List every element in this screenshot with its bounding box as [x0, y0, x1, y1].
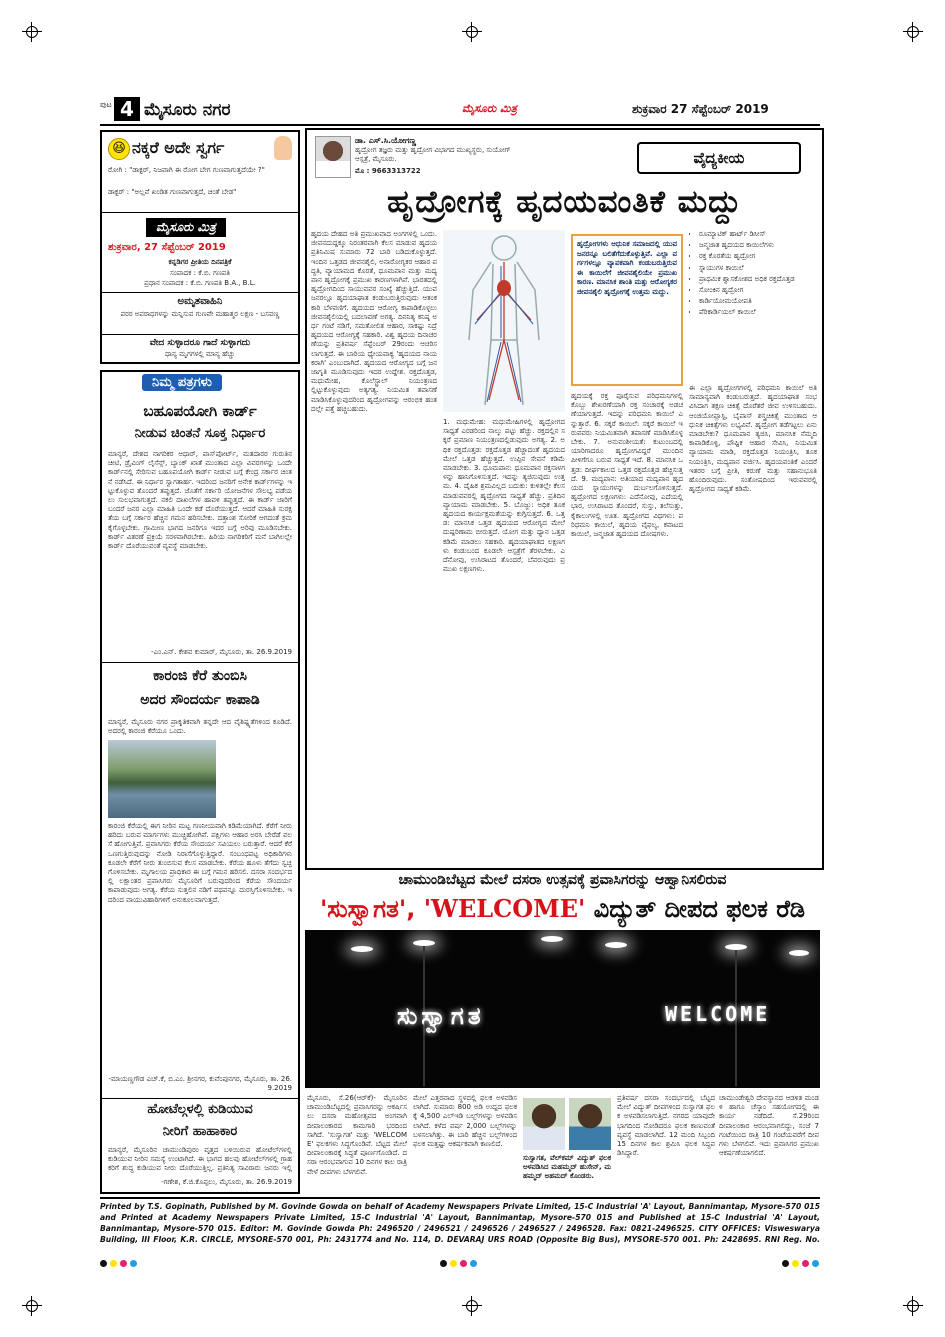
- color-dots: [782, 1252, 822, 1271]
- proverb: ವೇದ ಸುಳ್ಳಾದರೂ ಗಾದೆ ಸುಳ್ಳಾಗದು: [149, 338, 251, 348]
- page-number: 4: [114, 97, 140, 121]
- imprint: Printed by T.S. Gopinath, Published by M. Govinde Gowda on behalf of Academy Newspapers Private Limited, 15-C Industrial 'A' Layout, Bannimantap, Mysore-570 015 and Printed at Academy Newspapers Private Limited, 15-C Industrial 'A' Layout, Bannimantap, Mysore-570 015 and Published at 15-C Industrial 'A' Layout, Bannimantap, Mysore-570 015. Editor: M. Govinde Gowda Ph: 2496520 / 2496521 / 2496526 / 2496527 / 2496528. Fax: 0821-2496525. CITY OFFICES: Visweswarya Building, III Floor, K.R. CIRCLE, MYSORE-570 001, Ph: 2431774 and No. 114, D. DEVARAJ URS ROAD (Opposite Big Bus), MYSORE-570 001. Ph: 2428695. RNI Reg. No.: [100, 1202, 820, 1244]
- anatomy-illustration: [443, 230, 565, 412]
- amrutha-text: ಪರರ ಅಪರಾಧಗಳನ್ನು ಮನ್ನಿಸುವ ಗುಣವೇ ಮಹಾತ್ಮರ ಲಕ್ಷಣ - ಬಸವಣ್ಣ: [120, 310, 280, 318]
- proverb-sub: ಧಾನ್ಯ ಮೃಗಗಳಲ್ಲಿ ಮಾನ್ಯ ಹೆಚ್ಚು: [165, 350, 235, 358]
- headline-red-en: 'WELCOME': [423, 894, 586, 923]
- joke-box: [100, 130, 300, 364]
- health-col2: 1. ಮಧುಮೇಹ: ಮಧುಮೇಹಿಗಳಲ್ಲಿ ಹೃದ್ರೋಗದ ಸಾಧ್ಯತೆ ಎರಡರಿಂದ ನಾಲ್ಕು ಪಟ್ಟು ಹೆಚ್ಚು. ರಕ್ತದಲ್ಲಿನ ಸಕ್ಕರೆ ಪ್ರಮಾಣ ನಿಯಂತ್ರಣದಲ್ಲಿಡುವುದು ಅಗತ್ಯ. 2. ಅಧಿಕ ರಕ್ತದೊತ್ತಡ: ರಕ್ತದೊತ್ತಡ ಹೆಚ್ಚಾದಂತೆ ಹೃದಯದ ಮೇಲೆ ಒತ್ತಡ ಹೆಚ್ಚುತ್ತದೆ. ಉಪ್ಪಿನ ಸೇವನೆ ಕಡಿಮೆ ಮಾಡಬೇಕು. 3. ಧೂಮಪಾನ: ಧೂಮಪಾನ ರಕ್ತನಾಳಗಳನ್ನು ಹಾನಿಗೊಳಿಸುತ್ತದೆ. ಇದನ್ನು ತ್ಯಜಿಸುವುದು ಉತ್ತಮ. 4. ದೈಹಿಕ ಶ್ರಮವಿಲ್ಲದ ಬದುಕು: ಕುಳಿತಲ್ಲೇ ಕೆಲಸ ಮಾಡುವವರಲ್ಲಿ ಹೃದ್ರೋಗದ ಸಾಧ್ಯತೆ ಹೆಚ್ಚು. ಪ್ರತಿದಿನ ವ್ಯಾಯಾಮ ಮಾಡಬೇಕು. 5. ಬೊಜ್ಜು: ಅಧಿಕ ತೂಕ ಹೃದಯದ ಕಾರ್ಯಕ್ಷಮತೆಯನ್ನು ಕುಗ್ಗಿಸುತ್ತದೆ. 6. ಒತ್ತಡ: ಮಾನಸಿಕ ಒತ್ತಡ ಹೃದಯದ ಆರೋಗ್ಯದ ಮೇಲೆ ದುಷ್ಪರಿಣಾಮ ಬೀರುತ್ತದೆ. ಯೋಗ ಮತ್ತು ಧ್ಯಾನ ಒತ್ತಡ ಕಡಿಮೆ ಮಾಡಲು ಸಹಕಾರಿ. ಹೃದಯಾಘಾತದ ಲಕ್ಷಣಗಳು ಕಂಡುಬಂದ ಕೂಡಲೇ ಆಸ್ಪತ್ರೆಗೆ ತೆರಳಬೇಕು. ಎದೆನೋವು, ಉಸಿರಾಟದ ತೊಂದರೆ, ಬೆವರುವುದು ಪ್ರಮುಖ ಲಕ್ಷಣಗಳು.: [443, 418, 565, 574]
- header-rule: [100, 124, 820, 126]
- joke-line: ರೋಗಿ : "ಡಾಕ್ಟರ್, ನಿಜವಾಗಿ ಈ ರೋಗ ಬೇಗ ಗುಣವಾಗುತ್ತದೆಯೇ ?": [108, 166, 265, 174]
- divider: [102, 334, 298, 335]
- registration-mark: [462, 1296, 482, 1316]
- color-dots: [440, 1252, 480, 1271]
- list-item: • ಪೆರಿಕಾರ್ಡಿಯಲ್ ಕಾಯಿಲೆ: [699, 308, 817, 317]
- health-col4-body: ಈ ಎಲ್ಲಾ ಹೃದ್ರೋಗಗಳಲ್ಲಿ ಪರಿಧಮನಿ ಕಾಯಿಲೆ ಅತಿ ಸಾಮಾನ್ಯವಾಗಿ ಕಂಡುಬರುತ್ತದೆ. ಹೃದಯಾಘಾತ ಸಂಭವಿಸಿದಾಗ ತಕ್ಷಣ ಚಿಕಿತ್ಸೆ ದೊರೆತರೆ ಜೀವ ಉಳಿಸಬಹುದು. ಆಂಜಿಯೋಪ್ಲಾಸ್ಟಿ, ಬೈಪಾಸ್ ಶಸ್ತ್ರಚಿಕಿತ್ಸೆ ಮುಂತಾದ ಆಧುನಿಕ ಚಿಕಿತ್ಸೆಗಳು ಲಭ್ಯವಿವೆ. ಹೃದ್ರೋಗ ತಡೆಗಟ್ಟಲು ಏನು ಮಾಡಬೇಕು? ಧೂಮಪಾನ ತ್ಯಜಿಸಿ, ಮಾನಸಿಕ ನೆಮ್ಮದಿ ಕಾಪಾಡಿಕೊಳ್ಳಿ, ಪೌಷ್ಟಿಕ ಆಹಾರ ಸೇವಿಸಿ, ನಿಯಮಿತ ವ್ಯಾಯಾಮ ಮಾಡಿ, ರಕ್ತದೊತ್ತಡ ನಿಯಂತ್ರಿಸಿ, ತೂಕ ನಿಯಂತ್ರಿಸಿ, ಮದ್ಯಪಾನ ವರ್ಜಿಸಿ. ಹೃದಯವಂತಿಕೆ ಎಂದರೆ ಇತರರ ಬಗ್ಗೆ ಪ್ರೀತಿ, ಕರುಣೆ ಮತ್ತು ಸಹಾನುಭೂತಿ ಹೊಂದಿರುವುದು. ಸಂತೋಷದಿಂದ ಇರುವವರಲ್ಲಿ ಹೃದ್ರೋಗದ ಸಾಧ್ಯತೆ ಕಡಿಮೆ.: [689, 384, 817, 494]
- letter3-headline: ಹೋಟೆಲ್ಗಳಲ್ಲಿ ಕುಡಿಯುವ: [147, 1102, 253, 1117]
- registration-mark: [22, 22, 42, 42]
- amrutha-title: ಅಮೃತವಾಹಿನಿ: [177, 296, 223, 307]
- worker-photo: [569, 1098, 611, 1150]
- health-headline: ಹೃದ್ರೋಗಕ್ಕೆ ಹೃದಯವಂತಿಕೆ ಮದ್ದು: [387, 184, 742, 220]
- author-phone: ಮೊ : 9663313722: [355, 167, 421, 175]
- list-item: • ಸೋಂಕಿನ ಹೃದ್ರೋಗ: [699, 286, 817, 295]
- dasara-body2: ಮೇಲೆ ಎತ್ತರವಾದ ಸ್ಥಳದಲ್ಲಿ ಫಲಕ ಅಳವಡಿಸಲಾಗಿದೆ. ಸುಮಾರು 800 ಅಡಿ ಉದ್ದದ ಫಲಕಕ್ಕೆ 4,500 ಎಲ್‌ಇಡಿ ಬಲ್ಬ್‌ಗಳನ್ನು ಅಳವಡಿಸಲಾಗಿದೆ. ಕಳೆದ ವರ್ಷ 2,000 ಬಲ್ಬ್‌ಗಳನ್ನು ಬಳಸಲಾಗಿತ್ತು. ಈ ಬಾರಿ ಹೆಚ್ಚಿನ ಬಲ್ಬ್‌ಗಳಿಂದ ಫಲಕ ಮತ್ತಷ್ಟು ಆಕರ್ಷಕವಾಗಿ ಕಾಣಲಿದೆ.: [413, 1094, 517, 1149]
- color-dots: [100, 1252, 140, 1271]
- letter2-intro: ಮಾನ್ಯರೆ, ಮೈಸೂರು ನಗರ ಪ್ರಾಕೃತಿಕವಾಗಿ ತನ್ನದೇ ಆದ ವೈಶಿಷ್ಟ್ಯತೆಗಳಿಂದ ಕೂಡಿದೆ. ಅದರಲ್ಲಿ ಕಾರಂಜಿ ಕೆರೆಯೂ ಒಂದು.: [108, 718, 292, 736]
- dasara-article: [305, 872, 820, 1190]
- paper-line: ಪ್ರಧಾನ ಸಂಪಾದಕ : ಕೆ.ಬಿ. ಗಣಪತಿ B.A., B.L.: [144, 279, 256, 287]
- letters-banner: ನಿಮ್ಮ ಪತ್ರಗಳು: [142, 374, 222, 391]
- dasara-body3: ಪ್ರತಿವರ್ಷ ದಸರಾ ಸಂದರ್ಭದಲ್ಲಿ ಬೆಟ್ಟದ ಮೇಲೆ ವಿದ್ಯುತ್ ದೀಪಗಳಿಂದ ಸುಸ್ವಾಗತ ಫಲಕ ಅಳವಡಿಸಲಾಗುತ್ತಿದೆ. ನಗರದ ಯಾವುದೇ ಭಾಗದಿಂದ ನೋಡಿದರೂ ಫಲಕ ಕಾಣುವಂತೆ ವ್ಯವಸ್ಥೆ ಮಾಡಲಾಗಿದೆ. 12 ಮಂದಿ ಸಿಬ್ಬಂದಿ 15 ದಿನಗಳ ಕಾಲ ಶ್ರಮಿಸಿ ಫಲಕ ಸಿದ್ಧಪಡಿಸಿದ್ದಾರೆ.: [617, 1094, 715, 1158]
- registration-mark: [462, 22, 482, 42]
- paper-line: ಕನ್ನಡಿಗರ ಪ್ರೀತಿಯ ದಿನಪತ್ರಿಕೆ: [168, 258, 232, 266]
- sign-text-kannada: ಸುಸ್ವಾಗತ: [397, 1002, 485, 1030]
- letter2-body: ಕಾರಂಜಿ ಕೆರೆಯಲ್ಲಿ ಈಗ ನೀರಿನ ಮಟ್ಟ ಗಣನೀಯವಾಗಿ ಕಡಿಮೆಯಾಗಿದೆ. ಕೆರೆಗೆ ನೀರು ಹರಿದು ಬರುವ ಮಾರ್ಗಗಳು ಮುಚ್ಚಿಹೋಗಿವೆ. ಪಕ್ಷಿಗಳು ಆಹಾರ ಅರಸಿ ಬೇರೆಡೆ ವಲಸೆ ಹೋಗುತ್ತಿವೆ. ಪ್ರವಾಸಿಗರು ಕೆರೆಯ ಸೌಂದರ್ಯ ಸವಿಯಲು ಬರುತ್ತಾರೆ. ಆದರೆ ಕೆರೆ ಒಣಗುತ್ತಿರುವುದನ್ನು ನೋಡಿ ನಿರಾಸೆಗೊಳ್ಳುತ್ತಿದ್ದಾರೆ. ಸಂಬಂಧಪಟ್ಟ ಅಧಿಕಾರಿಗಳು ಕೂಡಲೇ ಕೆರೆಗೆ ನೀರು ತುಂಬಿಸುವ ಕೆಲಸ ಮಾಡಬೇಕು. ಕೆರೆಯ ಹೂಳು ತೆಗೆದು ಸ್ವಚ್ಛಗೊಳಿಸಬೇಕು. ಮೃಗಾಲಯ ಪ್ರಾಧಿಕಾರ ಈ ಬಗ್ಗೆ ಗಮನ ಹರಿಸಲಿ. ದಸರಾ ಸಂದರ್ಭದಲ್ಲಿ ಲಕ್ಷಾಂತರ ಪ್ರವಾಸಿಗರು ಮೈಸೂರಿಗೆ ಬರುವುದರಿಂದ ಕೆರೆಯ ಸೌಂದರ್ಯ ಕಾಪಾಡುವುದು ಅಗತ್ಯ. ಕೆರೆಯ ಸುತ್ತಲಿನ ನಡಿಗೆ ಪಥವನ್ನೂ ದುರಸ್ತಿಗೊಳಿಸಬೇಕು. ಇದರಿಂದ ವಾಯುವಿಹಾರಿಗಳಿಗೆ ಅನುಕೂಲವಾಗುತ್ತದೆ.: [108, 822, 292, 904]
- author-desc: ಹೃದ್ರೋಗ ತಜ್ಞರು ಮತ್ತು ಹೃದ್ರೋಗ ವಿಭಾಗದ ಮುಖ್ಯಸ್ಥರು, ಸುಯೋಗ್ ಆಸ್ಪತ್ರೆ, ಮೈಸೂರು.: [355, 146, 511, 164]
- paper-date: ಶುಕ್ರವಾರ, 27 ಸೆಪ್ಟೆಂಬರ್ 2019: [108, 242, 226, 253]
- health-col1: ಹೃದಯ ದೇಹದ ಅತಿ ಪ್ರಮುಖವಾದ ಅಂಗಗಳಲ್ಲಿ ಒಂದು. ಜೀವನದುದ್ದಕ್ಕೂ ನಿರಂತರವಾಗಿ ಕೆಲಸ ಮಾಡುವ ಹೃದಯ ಪ್ರತಿನಿಮಿಷ ಸುಮಾರು 72 ಬಾರಿ ಬಡಿದುಕೊಳ್ಳುತ್ತದೆ. ಇಂದಿನ ಒತ್ತಡದ ಜೀವನಶೈಲಿ, ಅನಾರೋಗ್ಯಕರ ಆಹಾರ ಪದ್ಧತಿ, ವ್ಯಾಯಾಮದ ಕೊರತೆ, ಧೂಮಪಾನ ಮತ್ತು ಮದ್ಯಪಾನ ಹೃದ್ರೋಗಕ್ಕೆ ಪ್ರಮುಖ ಕಾರಣಗಳಾಗಿವೆ. ಭಾರತದಲ್ಲಿ ಹೃದ್ರೋಗದಿಂದ ಸಾಯುವವರ ಸಂಖ್ಯೆ ಹೆಚ್ಚುತ್ತಿದೆ. ಯುವಜನರಲ್ಲೂ ಹೃದಯಾಘಾತ ಕಂಡುಬರುತ್ತಿರುವುದು ಆತಂಕಕಾರಿ ಬೆಳವಣಿಗೆ. ಹೃದಯದ ಆರೋಗ್ಯ ಕಾಪಾಡಿಕೊಳ್ಳಲು ಜೀವನಶೈಲಿಯಲ್ಲಿ ಬದಲಾವಣೆ ಅಗತ್ಯ. ದಿನನಿತ್ಯ ಕನಿಷ್ಠ ಅರ್ಧ ಗಂಟೆ ನಡಿಗೆ, ಸಮತೋಲಿತ ಆಹಾರ, ಸಾಕಷ್ಟು ನಿದ್ರೆ ಹೃದಯದ ಆರೋಗ್ಯಕ್ಕೆ ಸಹಕಾರಿ. ವಿಶ್ವ ಹೃದಯ ದಿನಾಚರಣೆಯನ್ನು ಪ್ರತಿವರ್ಷ ಸೆಪ್ಟೆಂಬರ್ 29ರಂದು ಆಚರಿಸಲಾಗುತ್ತದೆ. ಈ ಬಾರಿಯ ಧ್ಯೇಯವಾಕ್ಯ 'ಹೃದಯದ ನಾಯಕರಾಗಿ' ಎಂಬುದಾಗಿದೆ. ಹೃದಯದ ಆರೋಗ್ಯದ ಬಗ್ಗೆ ಜನಜಾಗೃತಿ ಮೂಡಿಸುವುದು ಇದರ ಉದ್ದೇಶ. ರಕ್ತದೊತ್ತಡ, ಮಧುಮೇಹ, ಕೊಲೆಸ್ಟ್ರಾಲ್ ನಿಯಂತ್ರಣದಲ್ಲಿಟ್ಟುಕೊಳ್ಳುವುದು ಅತ್ಯಗತ್ಯ. ನಿಯಮಿತ ತಪಾಸಣೆ ಮಾಡಿಸಿಕೊಳ್ಳುವುದರಿಂದ ಹೃದ್ರೋಗವನ್ನು ಆರಂಭಿಕ ಹಂತದಲ್ಲೇ ಪತ್ತೆ ಹಚ್ಚಬಹುದು.: [311, 230, 437, 413]
- list-item: • ಜನ್ಮಜಾತ ಹೃದಯದ ಕಾಯಿಲೆಗಳು: [699, 241, 817, 250]
- dasara-body4: ಚಾಮುಂಡೇಶ್ವರಿ ದೇವಸ್ಥಾನದ ಆಡಳಿತ ಮಂಡಳಿ ಹಾಗೂ ಚೆಸ್ಕಾಂ ಸಹಯೋಗದಲ್ಲಿ ಈ ಕಾರ್ಯ ನಡೆದಿದೆ. ಸೆ.29ರಿಂದ ದೀಪಾಲಂಕಾರ ಆರಂಭವಾಗಲಿದ್ದು, ಸಂಜೆ 7 ಗಂಟೆಯಿಂದ ರಾತ್ರಿ 10 ಗಂಟೆಯವರೆಗೆ ದೀಪಗಳು ಬೆಳಗಲಿವೆ. ಇದು ಪ್ರವಾಸಿಗರ ಪ್ರಮುಖ ಆಕರ್ಷಣೆಯಾಗಲಿದೆ.: [719, 1094, 819, 1158]
- lamp-icon: [351, 946, 373, 952]
- letter3-headline: ನೀರಿಗೆ ಹಾಹಾಕಾರ: [162, 1124, 238, 1139]
- letter1-sign: -ಎಂ.ಎನ್. ಕೇಶವ ಕುಮಾರ್, ಮೈಸೂರು, ತಾ. 26.9.2019: [151, 648, 292, 656]
- letter2-sign: -ಮಾಯಣ್ಣಗೌಡ ಎಚ್.ಕೆ, ಬಿ.ಎಂ. ಶ್ರೀನಗರ, ಕುವೆಂಪುನಗರ, ಮೈಸೂರು, ತಾ. 26.9.2019: [108, 1075, 292, 1093]
- author-photo: [315, 136, 351, 178]
- health-callout: [571, 234, 683, 386]
- divider: [102, 1098, 298, 1099]
- welcome-sign-photo: [305, 930, 820, 1088]
- joke-title: ನಕ್ಕರೆ ಅದೇ ಸ್ವರ್ಗ: [132, 138, 225, 157]
- letter1-body: ಮಾನ್ಯರೆ, ದೇಶದ ನಾಗರಿಕರ ಆಧಾರ್, ಪಾಸ್‌ಪೋರ್ಟ್, ಮತದಾರರ ಗುರುತಿನ ಚೀಟಿ, ಡ್ರೈವಿಂಗ್ ಲೈಸೆನ್ಸ್, ಬ್ಯಾಂಕ್ ಖಾತೆ ಮುಂತಾದ ಎಲ್ಲಾ ವಿವರಗಳನ್ನು ಒಂದೇ ಕಾರ್ಡ್‌ನಲ್ಲಿ ಸೇರಿಸುವ ಬಹೂಪಯೋಗಿ ಕಾರ್ಡ್ ನೀಡುವ ಬಗ್ಗೆ ಕೇಂದ್ರ ಸರ್ಕಾರ ಚಿಂತನೆ ನಡೆಸಿದೆ. ಈ ನಿರ್ಧಾರ ಸ್ವಾಗತಾರ್ಹ. ಇದರಿಂದ ಜನರಿಗೆ ಅನೇಕ ಕಾರ್ಡ್‌ಗಳನ್ನು ಇಟ್ಟುಕೊಳ್ಳುವ ತೊಂದರೆ ತಪ್ಪುತ್ತದೆ. ಜೊತೆಗೆ ಸರ್ಕಾರಿ ಯೋಜನೆಗಳ ಸೌಲಭ್ಯ ಪಡೆಯಲು ಸುಲಭವಾಗುತ್ತದೆ. ನಕಲಿ ದಾಖಲೆಗಳ ಹಾವಳಿ ತಪ್ಪುತ್ತದೆ. ಈ ಕಾರ್ಡ್ ಜಾರಿಗೆ ಬಂದರೆ ಜನರ ಎಲ್ಲಾ ಮಾಹಿತಿ ಒಂದೇ ಕಡೆ ದೊರೆಯುತ್ತದೆ. ಆದರೆ ಮಾಹಿತಿ ಸುರಕ್ಷತೆಯ ಬಗ್ಗೆ ಸರ್ಕಾರ ಹೆಚ್ಚಿನ ಗಮನ ಹರಿಸಬೇಕು. ದತ್ತಾಂಶ ಸೋರಿಕೆ ಆಗದಂತೆ ಕ್ರಮ ಕೈಗೊಳ್ಳಬೇಕು. ಗ್ರಾಮೀಣ ಭಾಗದ ಜನರಿಗೂ ಇದರ ಬಗ್ಗೆ ಅರಿವು ಮೂಡಿಸಬೇಕು. ಕಾರ್ಡ್ ವಿತರಣೆ ಪ್ರಕ್ರಿಯೆ ಸರಳವಾಗಿರಬೇಕು. ಹಿರಿಯ ನಾಗರಿಕರಿಗೆ ಮನೆ ಬಾಗಿಲಲ್ಲೇ ಕಾರ್ಡ್ ದೊರೆಯುವಂತೆ ವ್ಯವಸ್ಥೆ ಮಾಡಬೇಕು.: [108, 450, 292, 551]
- heart-disease-list: [689, 230, 817, 380]
- section-title: ಮೈಸೂರು ನಗರ: [144, 100, 231, 120]
- health-col3: ಹೃದಯಕ್ಕೆ ರಕ್ತ ಪೂರೈಸುವ ಪರಿಧಮನಿಗಳಲ್ಲಿ ಕೊಬ್ಬು ಶೇಖರಣೆಯಾಗಿ ರಕ್ತ ಸಂಚಾರಕ್ಕೆ ಅಡಚಣೆಯಾಗುತ್ತದೆ. ಇದನ್ನು ಪರಿಧಮನಿ ಕಾಯಿಲೆ ಎನ್ನುತ್ತಾರೆ. 6. ಸಕ್ಕರೆ ಕಾಯಿಲೆ: ಸಕ್ಕರೆ ಕಾಯಿಲೆ ಇರುವವರು ನಿಯಮಿತವಾಗಿ ತಪಾಸಣೆ ಮಾಡಿಸಿಕೊಳ್ಳಬೇಕು. 7. ಅನುವಂಶೀಯತೆ: ಕುಟುಂಬದಲ್ಲಿ ಯಾರಿಗಾದರೂ ಹೃದ್ರೋಗವಿದ್ದರೆ ಮುಂದಿನ ಪೀಳಿಗೆಗೂ ಬರುವ ಸಾಧ್ಯತೆ ಇದೆ. 8. ಮಾನಸಿಕ ಒತ್ತಡ: ದೀರ್ಘಕಾಲದ ಒತ್ತಡ ರಕ್ತದೊತ್ತಡ ಹೆಚ್ಚಿಸುತ್ತದೆ. 9. ಮದ್ಯಪಾನ: ಅತಿಯಾದ ಮದ್ಯಪಾನ ಹೃದಯದ ಸ್ನಾಯುಗಳನ್ನು ದುರ್ಬಲಗೊಳಿಸುತ್ತದೆ. ಹೃದ್ರೋಗದ ಲಕ್ಷಣಗಳು: ಎದೆನೋವು, ಎದೆಯಲ್ಲಿ ಭಾರ, ಉಸಿರಾಟದ ತೊಂದರೆ, ಸುಸ್ತು, ತಲೆಸುತ್ತು, ಕೈಕಾಲುಗಳಲ್ಲಿ ಊತ. ಹೃದ್ರೋಗದ ವಿಧಗಳು: ಪರಿಧಮನಿ ಕಾಯಿಲೆ, ಹೃದಯ ವೈಫಲ್ಯ, ಕವಾಟದ ಕಾಯಿಲೆ, ಜನ್ಮಜಾತ ಹೃದಯದ ದೋಷಗಳು.: [571, 392, 683, 539]
- issue-date: ಶುಕ್ರವಾರ 27 ಸೆಪ್ಟೆಂಬರ್ 2019: [632, 102, 769, 116]
- dasara-headline: [305, 894, 820, 923]
- cartoon-icon: [274, 136, 292, 160]
- worker-photo: [523, 1098, 565, 1150]
- paper-line: ಸಂಪಾದಕ : ಕೆ.ಬಿ. ಗಣಪತಿ: [169, 269, 230, 277]
- lamp-icon: [541, 936, 563, 942]
- divider: [102, 292, 298, 293]
- lake-photo: [108, 740, 216, 818]
- letter3-body: ಮಾನ್ಯರೆ, ಮೈಸೂರಿನ ಚಾಮುಂಡಿಪುರಂ ವೃತ್ತದ ಬಳಿಯಿರುವ ಹೋಟೆಲ್‌ಗಳಲ್ಲಿ ಕುಡಿಯುವ ನೀರಿನ ಸಮಸ್ಯೆ ಉಂಟಾಗಿದೆ. ಈ ಭಾಗದ ಹಲವು ಹೋಟೆಲ್‌ಗಳಲ್ಲಿ ಗ್ರಾಹಕರಿಗೆ ಶುದ್ಧ ಕುಡಿಯುವ ನೀರು ದೊರೆಯುತ್ತಿಲ್ಲ. ಪ್ರತಿನಿತ್ಯ ಸಾವಿರಾರು ಜನರು ಇಲ್ಲಿ: [108, 1146, 292, 1173]
- divider: [102, 212, 298, 213]
- list-item: • ಕಾರ್ಡಿಯೋಮಯೋಪತಿ: [699, 297, 817, 306]
- letter3-sign: -ಗಣೇಶ, ಕೆ.ಜಿ.ಕೊಪ್ಪಲು, ಮೈಸೂರು, ತಾ. 26.9.2019: [161, 1178, 292, 1186]
- footer-rule: [100, 1197, 820, 1199]
- page-label: ಪುಟ: [100, 100, 112, 109]
- headline-red: 'ಸುಸ್ವಾಗತ',: [319, 895, 424, 923]
- health-article: [305, 128, 824, 870]
- paper-name-logo: ಮೈಸೂರು ಮಿತ್ರ: [146, 218, 226, 237]
- letter2-headline: ಅದರ ಸೌಂದರ್ಯ ಕಾಪಾಡಿ: [140, 692, 260, 708]
- masthead: ಮೈಸೂರು ಮಿತ್ರ: [462, 102, 517, 115]
- health-col4: [689, 230, 817, 862]
- list-item: • ರಕ್ತ ಕೊರತೆಯ ಹೃದ್ರೋಗ: [699, 252, 817, 261]
- registration-mark: [903, 22, 923, 42]
- dasara-body1: ಮೈಸೂರು, ಸೆ.26(ಆರ್‌ಕೆ)- ಮೈಸೂರಿನ ಚಾಮುಂಡಿಬೆಟ್ಟದಲ್ಲಿ ಪ್ರವಾಸಿಗರನ್ನು ಆಕರ್ಷಿಸಲು ದಸರಾ ಮಹೋತ್ಸವದ ಅಂಗವಾಗಿ ದೀಪಾಲಂಕಾರದ ಕಾಮಗಾರಿ ಭರದಿಂದ ಸಾಗಿದೆ. 'ಸುಸ್ವಾಗತ' ಮತ್ತು 'WELCOME' ಫಲಕಗಳು ಸಿದ್ಧಗೊಂಡಿವೆ. ಬೆಟ್ಟದ ಮೇಲೆ ದೀಪಾಲಂಕಾರಕ್ಕೆ ಸಿದ್ಧತೆ ಪೂರ್ಣಗೊಂಡಿದೆ. ದಸರಾ ಆರಂಭವಾಗುವ 10 ದಿನಗಳ ಕಾಲ ರಾತ್ರಿ ವೇಳೆ ದೀಪಗಳು ಬೆಳಗಲಿವೆ.: [307, 1094, 407, 1176]
- lamp-icon: [605, 942, 627, 948]
- photo-caption: ಸುಸ್ವಾಗತ, ವೆಲ್‌ಕಮ್ ವಿದ್ಯುತ್ ಫಲಕ ಅಳವಡಿಸಿದ ಮಹಮ್ಮದ್ ಹುಸೇನ್, ಮಹಮ್ಮದ್ ಅಹಮದ್ ಕೊಂಡರು.: [523, 1154, 611, 1181]
- lamp-icon: [789, 950, 809, 956]
- callout-text: ಹೃದ್ರೋಗಗಳು ಆಧುನಿಕ ಸಮಾಜದಲ್ಲಿ ಯುವಜನರನ್ನೂ ಬಲಿತೆಗೆದುಕೊಳ್ಳುತ್ತಿವೆ. ಎಲ್ಲಾ ವರ್ಗಗಳಲ್ಲೂ ವ್ಯಾಪಕವಾಗಿ ಕಂಡುಬರುತ್ತಿರುವ ಈ ಕಾಯಿಲೆಗೆ ಜೀವನಶೈಲಿಯೇ ಪ್ರಮುಖ ಕಾರಣ. ಮಾನಸಿಕ ಶಾಂತಿ ಮತ್ತು ಆರೋಗ್ಯಕರ ಜೀವನಶೈಲಿ ಹೃದ್ರೋಗಕ್ಕೆ ಉತ್ತಮ ಮದ್ದು.: [577, 240, 677, 296]
- joke-line: ಡಾಕ್ಟರ್ : "ಅಲ್ಲವೆ ಖಂಡಿತ ಗುಣವಾಗುತ್ತದೆ, ಚಿಂತೆ ಬೇಡ": [108, 188, 237, 196]
- list-item: • ಸ್ನಾಯುಗಳ ಕಾಯಿಲೆ: [699, 264, 817, 273]
- headline-rest: ವಿದ್ಯುತ್ ದೀಪದ ಫಲಕ ರೆಡಿ: [585, 895, 806, 923]
- list-item: • ಪ್ರಾಥಮಿಕ ಶ್ವಾಸಕೋಶದ ಅಧಿಕ ರಕ್ತದೊತ್ತಡ: [699, 275, 817, 284]
- dasara-kicker: ಚಾಮುಂಡಿಬೆಟ್ಟದ ಮೇಲೆ ದಸರಾ ಉತ್ಸವಕ್ಕೆ ಪ್ರವಾಸಿಗರನ್ನು ಆಹ್ವಾನಿಸಲಿರುವ: [398, 872, 727, 888]
- laughing-emoji-icon: 😆: [108, 138, 130, 160]
- divider: [102, 662, 298, 663]
- page-header: [100, 97, 820, 122]
- author-name: ಡಾ. ಎಸ್.ಸಿ.ಯೋಗಣ್ಣ: [355, 136, 417, 145]
- letter1-headline: ಬಹೂಪಯೋಗಿ ಕಾರ್ಡ್: [143, 402, 257, 420]
- section-badge: ವೈದ್ಯಕೀಯ: [637, 142, 801, 174]
- registration-mark: [903, 1296, 923, 1316]
- circulatory-system-icon: [443, 230, 565, 412]
- list-item: • ರೂಮ್ಯಾಟಿಕ್ ಹಾರ್ಟ್ ಡಿಸೀಸ್: [699, 230, 817, 239]
- letters-column: [100, 370, 300, 1194]
- letter2-headline: ಕಾರಂಜಿ ಕೆರೆ ತುಂಬಿಸಿ: [153, 668, 247, 684]
- registration-mark: [22, 1296, 42, 1316]
- sign-text-english: WELCOME: [665, 1002, 771, 1026]
- letter1-headline: ನೀಡುವ ಚಿಂತನೆ ಸೂಕ್ತ ನಿರ್ಧಾರ: [134, 426, 266, 441]
